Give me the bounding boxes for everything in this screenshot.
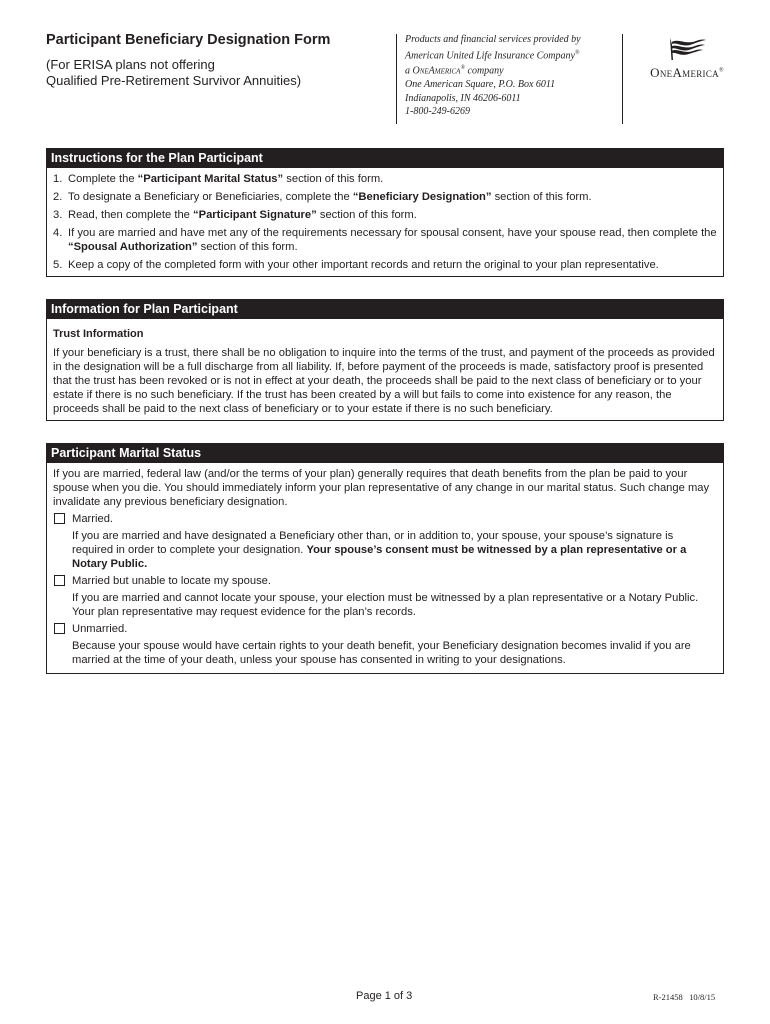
married-description: If you are married and have designated a Beneficiary other than, or in addition to, your spouse, your spouse’s signature is required in order to complete your designation. Your spouse’s consent must be witnessed by a plan representative or a Notary Public. (72, 530, 687, 570)
company-info (405, 33, 581, 119)
instructions-section (46, 148, 724, 277)
form-subtitle-line-1: (For ERISA plans not offering (46, 57, 215, 72)
marital-intro: If you are married, federal law (and/or the terms of your plan) generally requires that death benefits from the plan be paid to your spouse when you die. You should immediately inform your plan representative of any change in our marital status. Such change may invalidate any previous beneficiary designation. (53, 468, 710, 508)
option-married[interactable] (53, 512, 717, 526)
header-divider-right (622, 34, 623, 124)
information-section (46, 299, 724, 421)
instruction-item: 2. To designate a Beneficiary or Beneficiaries, complete the “Beneficiary Designation” section of this form. (53, 191, 592, 203)
header-divider-left (396, 34, 397, 124)
married-unable-checkbox[interactable] (54, 575, 65, 586)
married-checkbox[interactable] (54, 513, 65, 524)
page-number: Page 1 of 3 (356, 990, 413, 1002)
unmarried-label: Unmarried. (72, 623, 128, 635)
information-heading: Information for Plan Participant (47, 300, 723, 319)
oneamerica-logo (628, 36, 746, 81)
company-line-3: a OneAmerica® company (405, 65, 504, 77)
option-unmarried[interactable] (53, 622, 717, 636)
instructions-heading: Instructions for the Plan Participant (47, 149, 723, 168)
trust-text: If your beneficiary is a trust, there shall be no obligation to inquire into the terms of the trust, and payment of the proceeds as provided in the designation will be a full discharge from all liability. If, before payment of the proceeds is made, satisfactory proof is presented that the trust has been revoked or is not in effect at your death, the proceeds shall be paid to the next class of beneficiary or to your estate if there is no such beneficiary. If the trust has been created by a will but fails to come into existence for any reason, the proceeds shall be paid to the next class of beneficiary or to your estate if there is no such beneficiary. (53, 347, 715, 415)
company-phone: 1-800-249-6269 (405, 106, 470, 118)
marital-status-heading: Participant Marital Status (47, 444, 723, 463)
unmarried-checkbox[interactable] (54, 623, 65, 634)
form-title: Participant Beneficiary Designation Form (46, 32, 331, 48)
unmarried-description: Because your spouse would have certain rights to your death benefit, your Beneficiary designation becomes invalid if you are married at the time of your death, unless your spouse has consented in writing to your designations. (72, 640, 691, 666)
form-code: R-21458 10/8/15 (653, 992, 716, 1002)
company-address-line-1: One American Square, P.O. Box 6011 (405, 79, 556, 91)
option-married-unable[interactable] (53, 574, 717, 588)
instruction-item: 5. Keep a copy of the completed form with your other important records and return the original to your plan representative. (53, 259, 659, 271)
company-line-2: American United Life Insurance Company® (405, 49, 580, 61)
instructions-list (53, 172, 717, 272)
form-subtitle-line-2: Qualified Pre-Retirement Survivor Annuities) (46, 73, 302, 88)
instruction-item: 1. Complete the “Participant Marital Status” section of this form. (53, 173, 384, 185)
married-unable-label: Married but unable to locate my spouse. (72, 575, 271, 587)
instruction-item: 4. If you are married and have met any of the requirements necessary for spousal consent, have your spouse read, then complete the “Spousal Authorization” section of this form. (53, 227, 717, 253)
logo-wordmark: OneAmerica® (650, 65, 724, 80)
instruction-item: 3. Read, then complete the “Participant Signature” section of this form. (53, 209, 417, 221)
marital-status-section (46, 443, 724, 674)
company-line-1: Products and financial services provided by (405, 34, 581, 45)
company-address-line-2: Indianapolis, IN 46206-6011 (405, 92, 521, 104)
flag-icon (666, 36, 708, 62)
married-label: Married. (72, 513, 114, 525)
trust-heading: Trust Information (53, 328, 144, 340)
married-unable-description: If you are married and cannot locate your spouse, your election must be witnessed by a plan representative or a Notary Public. Your plan representative may request evidence for the plan’s records. (72, 592, 699, 618)
form-subtitle (46, 57, 301, 89)
